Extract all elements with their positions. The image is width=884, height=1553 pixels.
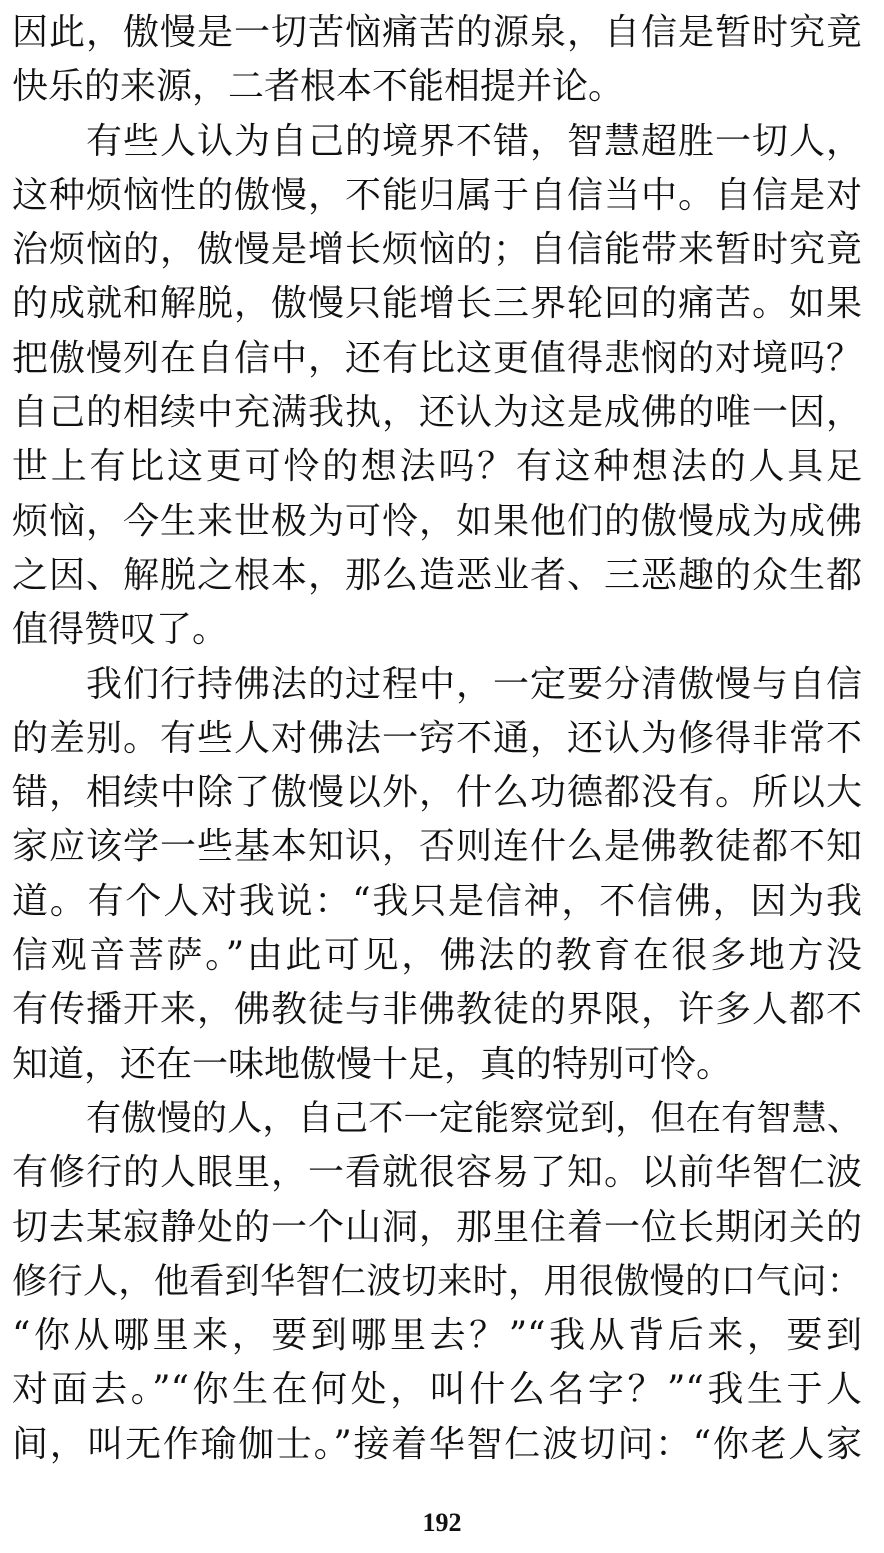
text-line: 的成就和解脱，傲慢只能增长三界轮回的痛苦。如果 (12, 283, 862, 325)
text-line: 切去某寂静处的一个山洞，那里住着一位长期闭关的 (12, 1206, 862, 1248)
text-line: 有传播开来，佛教徒与非佛教徒的界限，许多人都不 (12, 989, 862, 1031)
text-line: 我们行持佛法的过程中，一定要分清傲慢与自信 (86, 663, 862, 705)
text-line: 对面去。”“你生在何处，叫什么名字？”“我生于人 (12, 1369, 862, 1411)
text-line: 值得赞叹了。 (12, 609, 229, 651)
text-line: “你从哪里来，要到哪里去？”“我从背后来，要到 (12, 1315, 862, 1357)
text-line: 因此，傲慢是一切苦恼痛苦的源泉，自信是暂时究竟 (12, 12, 862, 53)
text-line: 治烦恼的，傲慢是增长烦恼的；自信能带来暂时究竟 (12, 229, 862, 271)
text-line: 错，相续中除了傲慢以外，什么功德都没有。所以大 (12, 772, 862, 814)
text-line: 间，叫无作瑜伽士。”接着华智仁波切问：“你老人家 (12, 1423, 862, 1465)
text-line: 知道，还在一味地傲慢十足，真的特别可怜。 (12, 1043, 733, 1085)
text-line: 有傲慢的人，自己不一定能察觉到，但在有智慧、 (86, 1097, 862, 1139)
body-text (12, 6, 862, 1472)
page-number: 192 (422, 1508, 462, 1537)
text-line: 把傲慢列在自信中，还有比这更值得悲悯的对境吗？ (12, 337, 862, 379)
text-line: 快乐的来源，二者根本不能相提并论。 (12, 66, 625, 108)
text-line: 这种烦恼性的傲慢，不能归属于自信当中。自信是对 (12, 174, 862, 216)
text-line: 有些人认为自己的境界不错，智慧超胜一切人， (86, 120, 862, 162)
text-line: 自己的相续中充满我执，还认为这是成佛的唯一因， (12, 392, 862, 434)
text-line: 之因、解脱之根本，那么造恶业者、三恶趣的众生都 (12, 554, 862, 596)
text-line: 道。有个人对我说：“我只是信神，不信佛，因为我 (12, 880, 862, 922)
text-line: 世上有比这更可怜的想法吗？有这种想法的人具足 (12, 446, 862, 488)
text-line: 家应该学一些基本知识，否则连什么是佛教徒都不知 (12, 826, 862, 868)
text-line: 有修行的人眼里，一看就很容易了知。以前华智仁波 (12, 1152, 862, 1194)
text-line: 的差别。有些人对佛法一窍不通，还认为修得非常不 (12, 717, 862, 759)
text-line: 烦恼，今生来世极为可怜，如果他们的傲慢成为成佛 (12, 500, 862, 542)
text-line: 信观音菩萨。”由此可见，佛法的教育在很多地方没 (12, 935, 862, 977)
text-line: 修行人，他看到华智仁波切来时，用很傲慢的口气问： (12, 1260, 862, 1302)
